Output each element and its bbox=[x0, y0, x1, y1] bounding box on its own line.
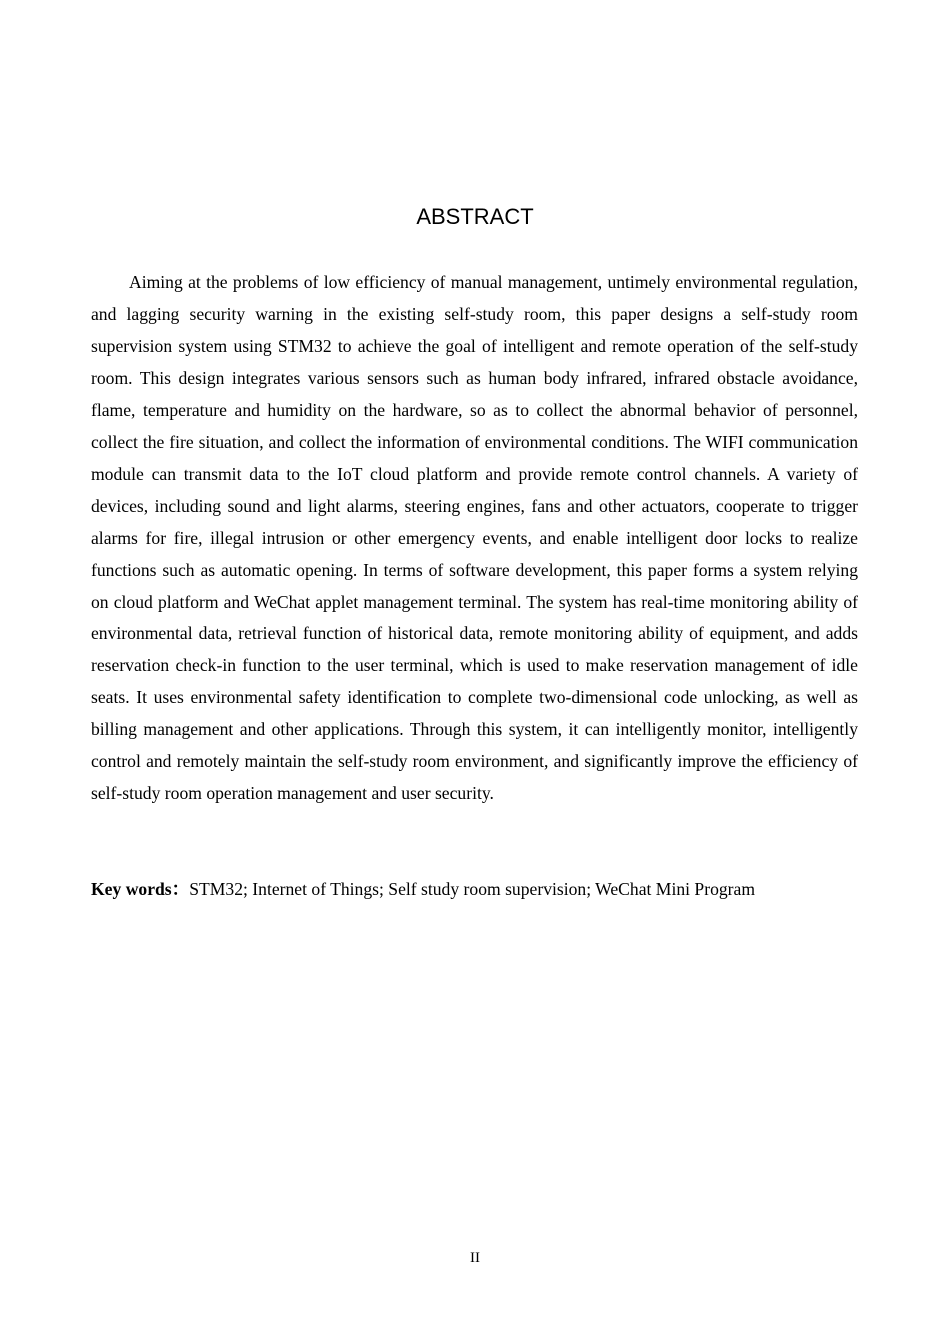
abstract-paragraph: Aiming at the problems of low efficiency of manual management, untimely environmental regulation, and lagging security warning in the existing self-study room, this paper designs a self-study room supervision system using STM32 to achieve the goal of intelligent and remote operation of the self-study room. This design integrates various sensors such as human body infrared, infrared obstacle avoidance, flame, temperature and humidity on the hardware, so as to collect the abnormal behavior of personnel, collect the fire situation, and collect the information of environmental conditions. The WIFI communication module can transmit data to the IoT cloud platform and provide remote control channels. A variety of devices, including sound and light alarms, steering engines, fans and other actuators, cooperate to trigger alarms for fire, illegal intrusion or other emergency events, and enable intelligent door locks to realize functions such as automatic opening. In terms of software development, this paper forms a system relying on cloud platform and WeChat applet management terminal. The system has real-time monitoring ability of environmental data, retrieval function of historical data, remote monitoring ability of equipment, and adds reservation check-in function to the user terminal, which is used to make reservation management of idle seats. It uses environmental safety identification to complete two-dimensional code unlocking, as well as billing management and other applications. Through this system, it can intelligently monitor, intelligently control and remotely maintain the self-study room environment, and significantly improve the efficiency of self-study room operation management and user security. bbox=[91, 272, 858, 804]
keywords-label: Key words： bbox=[91, 879, 190, 899]
abstract-title: ABSTRACT bbox=[416, 204, 534, 229]
page-number: II bbox=[470, 1250, 480, 1266]
keywords-line bbox=[91, 875, 871, 903]
keywords-value: STM32; Internet of Things; Self study room supervision; WeChat Mini Program bbox=[189, 879, 756, 899]
